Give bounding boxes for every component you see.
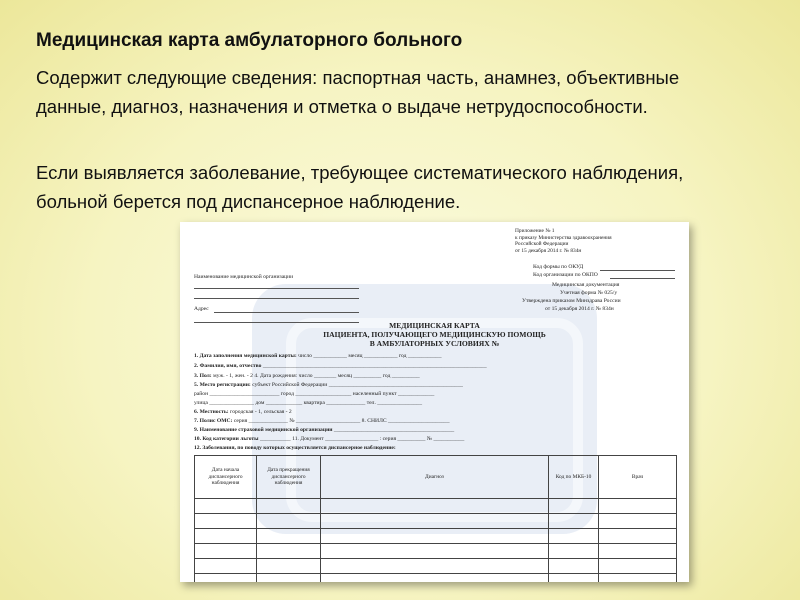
address-line: [214, 312, 359, 313]
form-appendix-line: от 15 декабря 2014 г. № 834н: [515, 247, 582, 254]
table-cell: [599, 559, 677, 574]
table-cell: [549, 574, 599, 583]
table-cell: [599, 514, 677, 529]
form-row: 10. Код категории льготы ___________ 11. Документ ___________________ : серия __________ № ___________: [194, 436, 465, 442]
table-cell: [257, 574, 321, 583]
slide-title: Медицинская карта амбулаторного больного: [36, 30, 463, 51]
table-cell: [195, 574, 257, 583]
medical-card-form-image: [180, 222, 689, 582]
table-cell: [195, 499, 257, 514]
form-appendix-line: Приложение № 1: [515, 228, 555, 234]
org-name-line-2: [194, 298, 359, 299]
okud-line: [600, 270, 675, 271]
table-cell: [195, 514, 257, 529]
table-cell: [549, 514, 599, 529]
table-cell: [321, 514, 549, 529]
form-appendix-block: [515, 228, 612, 254]
table-cell: [195, 559, 257, 574]
table-cell: [599, 574, 677, 583]
table-row: [195, 574, 677, 583]
table-header-cell: Дата прекращения диспансерного наблюдения: [257, 456, 321, 499]
table-cell: [599, 499, 677, 514]
table-cell: [257, 514, 321, 529]
uchet-form-label: Учетная форма № 025/у: [560, 290, 618, 296]
form-title-line: ПАЦИЕНТА, ПОЛУЧАЮЩЕГО МЕДИЦИНСКУЮ ПОМОЩЬ: [323, 330, 546, 339]
table-cell: [549, 499, 599, 514]
table-row: [195, 499, 677, 514]
med-doc-label: Медицинская документация: [552, 282, 620, 288]
okpo-label: Код организации по ОКПО: [533, 272, 598, 278]
form-row: 12. Заболевания, по поводу которых осуществляется диспансерное наблюдение:: [194, 445, 396, 451]
okpo-line: [610, 278, 675, 279]
table-header-cell: Врач: [599, 456, 677, 499]
table-cell: [257, 559, 321, 574]
form-row: район _________________________ город ____________________ населенный пункт _____________: [194, 391, 435, 397]
table-cell: [321, 574, 549, 583]
form-row: 5. Место регистрации: субъект Российской Федерации ________________________________________________: [194, 382, 463, 388]
table-row: [195, 514, 677, 529]
form-appendix-line: к приказу Министерства здравоохранения: [515, 234, 612, 241]
table-cell: [321, 544, 549, 559]
okud-label: Код формы по ОКУД: [533, 264, 584, 270]
form-row: 6. Местность: городская - 1, сельская - 2: [194, 409, 292, 415]
table-cell: [321, 529, 549, 544]
table-cell: [599, 544, 677, 559]
table-row: [195, 544, 677, 559]
table-cell: [321, 559, 549, 574]
table-cell: [549, 529, 599, 544]
table-header-cell: Дата начала диспансерного наблюдения: [195, 456, 257, 499]
table-cell: [195, 544, 257, 559]
table-header-cell: Диагноз: [321, 456, 549, 499]
form-row: 7. Полис ОМС: серия ______________ № _______________________ 8. СНИЛС ______________________: [194, 418, 450, 424]
form-row: улица ________________ дом _____________ квартира ______________ тел. ________________: [194, 400, 423, 406]
content-paragraph-dispensary: Если выявляется заболевание, требующее систематического наблюдения, больной берется под диспансерное наблюдение.: [36, 162, 684, 212]
table-cell: [257, 544, 321, 559]
form-row: 1. Дата заполнения медицинской карты: число ____________ месяц ____________ год ____________: [194, 353, 442, 359]
form-appendix-line: Российской Федерации: [515, 241, 569, 248]
table-cell: [549, 544, 599, 559]
form-row: 2. Фамилия, имя, отчество ________________________________________________________________________________: [194, 363, 487, 369]
approved-date-label: от 15 декабря 2014 г. № 834н: [545, 306, 614, 312]
table-row: [195, 559, 677, 574]
form-row: 9. Наименование страховой медицинской организации ___________________________________________: [194, 427, 455, 433]
table-cell: [195, 529, 257, 544]
content-paragraph-info: Содержит следующие сведения: паспортная часть, анамнез, объективные данные, диагноз, назначения и отметка о выдаче нетрудоспособности.: [36, 67, 680, 117]
dispensary-table: [194, 455, 677, 582]
form-title-line: В АМБУЛАТОРНЫХ УСЛОВИЯХ №: [369, 339, 500, 348]
table-row: [195, 529, 677, 544]
table-cell: [257, 529, 321, 544]
approved-label: Утверждена приказом Минздрава России: [522, 298, 621, 304]
org-name-line: [194, 288, 359, 289]
form-row: 3. Пол: муж. - 1, жен. - 2 4. Дата рождения: число ________ месяц __________ год __________: [194, 373, 420, 379]
table-cell: [321, 499, 549, 514]
address-label: Адрес: [194, 306, 209, 312]
table-cell: [599, 529, 677, 544]
table-cell: [549, 559, 599, 574]
form-title-line: МЕДИЦИНСКАЯ КАРТА: [389, 321, 480, 330]
table-header-row: [195, 456, 677, 499]
table-cell: [257, 499, 321, 514]
org-name-label: Наименование медицинской организации: [194, 274, 294, 280]
table-header-cell: Код по МКБ-10: [549, 456, 599, 499]
